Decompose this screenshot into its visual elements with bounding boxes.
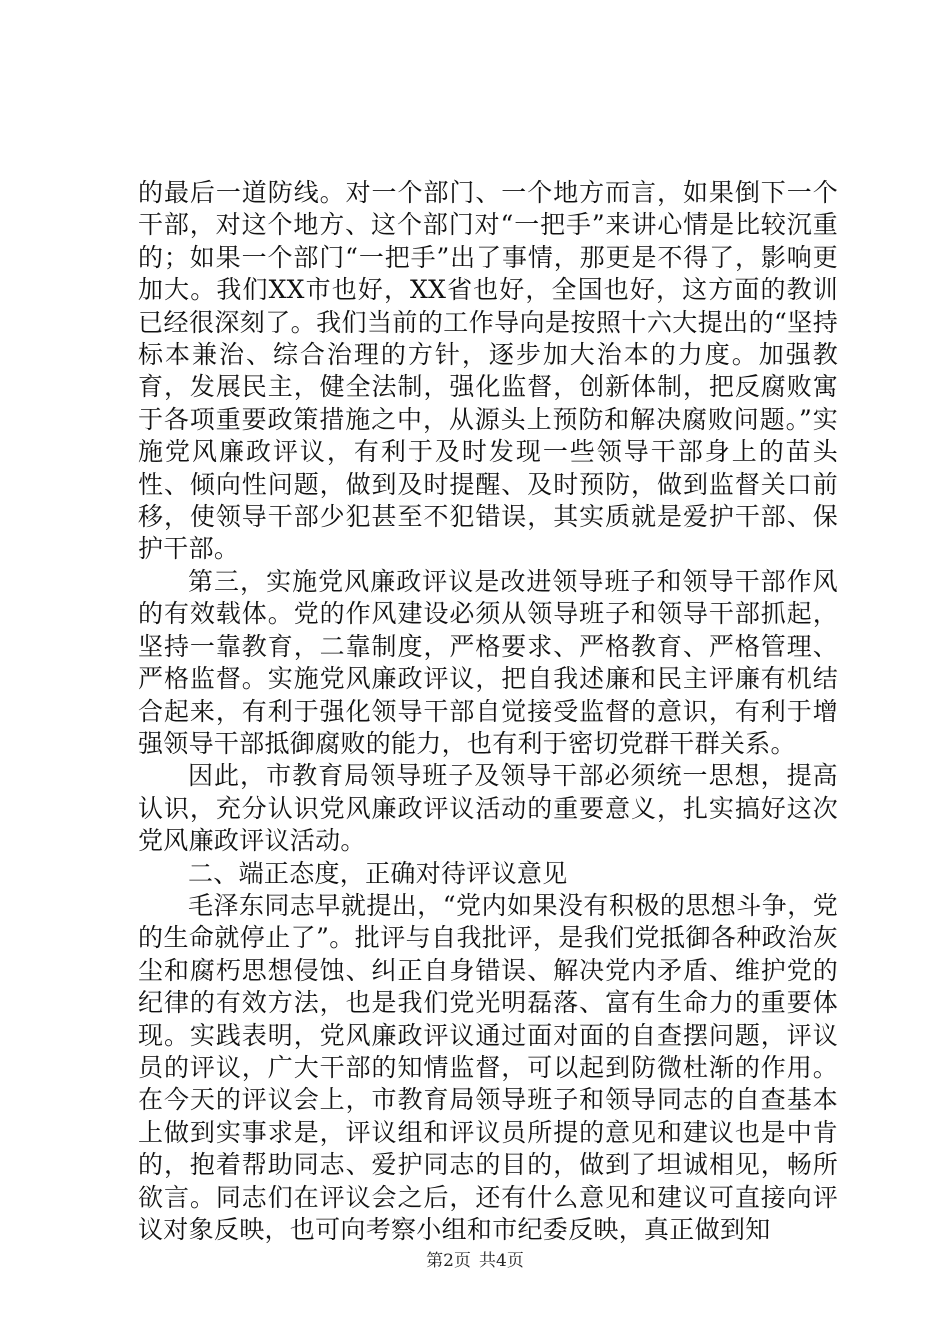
paragraph-continuation: 的最后一道防线。对一个部门、一个地方而言，如果倒下一个干部，对这个地方、这个部门对“一把手”来讲心情是比较沉重的；如果一个部门“一把手”出了事情，那更是不得了，影响更加大。我们XX市也好，XX省也好，全国也好，这方面的教训已经很深刻了。我们当前的工作导向是按照十六大提出的“坚持标本兼治、综合治理的方针，逐步加大治本的力度。加强教育，发展民主，健全法制，强化监督，创新体制，把反腐败寓于各项重要政策措施之中，从源头上预防和解决腐败问题。”实施党风廉政评议，有利于及时发现一些领导干部身上的苗头性、倾向性问题，做到及时提醒、及时预防，做到监督关口前移，使领导干部少犯甚至不犯错误，其实质就是爱护干部、保护干部。 xyxy=(138,178,838,564)
page-total: 共4页 xyxy=(479,1251,524,1271)
paragraph-third-point: 第三，实施党风廉政评议是改进领导班子和领导干部作风的有效载体。党的作风建设必须从领导班子和领导干部抓起，坚持一靠教育，二靠制度，严格要求、严格教育、严格管理、严格监督。实施党风廉政评议，把自我述廉和民主评廉有机结合起来，有利于强化领导干部自觉接受监督的意识，有利于增强领导干部抵御腐败的能力，也有利于密切党群干群关系。 xyxy=(138,566,838,758)
page-number: 第2页 xyxy=(426,1251,471,1271)
paragraph-criticism: 毛泽东同志早就提出，“党内如果没有积极的思想斗争，党的生命就停止了”。批评与自我批评，是我们党抵御各种政治灰尘和腐朽思想侵蚀、纠正自身错误、解决党内矛盾、维护党的纪律的有效方法，也是我们党光明磊落、富有生命力的重要体现。实践表明，党风廉政评议通过面对面的自查摆问题，评议员的评议，广大干部的知情监督，可以起到防微杜渐的作用。在今天的评议会上，市教育局领导班子和领导同志的自查基本上做到实事求是，评议组和评议员所提的意见和建议也是中肯的，抱着帮助同志、爱护同志的目的，做到了坦诚相见，畅所欲言。同志们在评议会之后，还有什么意见和建议可直接向评议对象反映，也可向考察小组和市纪委反映，真正做到知 xyxy=(138,890,838,1244)
page-footer xyxy=(0,1246,950,1271)
document-body xyxy=(138,177,838,1246)
section-heading-two: 二、端正态度，正确对待评议意见 xyxy=(188,858,568,888)
paragraph-conclusion: 因此，市教育局领导班子及领导干部必须统一思想，提高认识，充分认识党风廉政评议活动的重要意义，扎实搞好这次党风廉政评议活动。 xyxy=(138,761,838,856)
